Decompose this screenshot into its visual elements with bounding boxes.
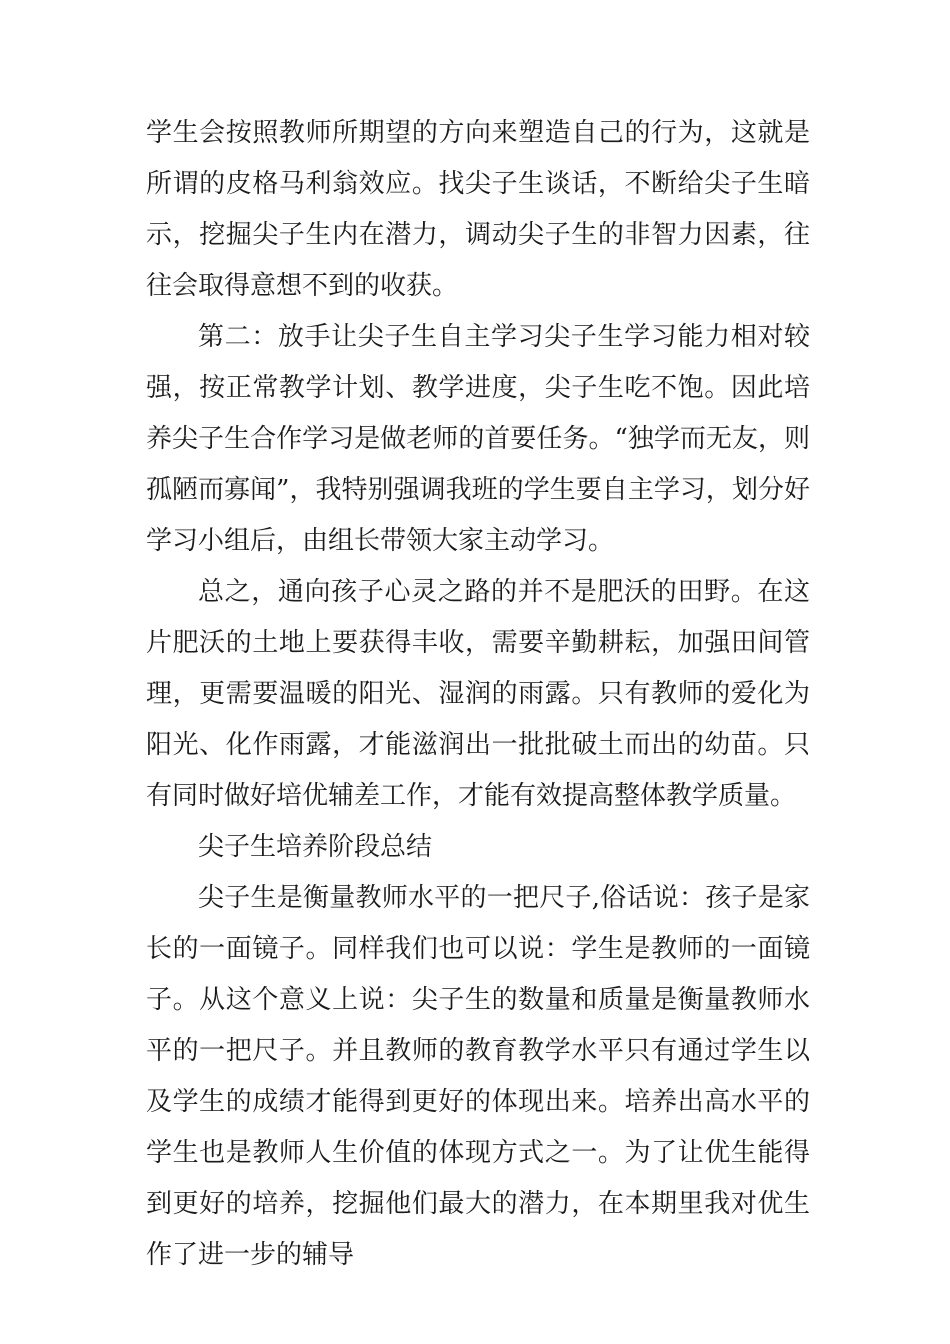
section-heading: 尖子生培养阶段总结 <box>198 832 433 862</box>
paragraph-second-point: 第二：放手让尖子生自主学习尖子生学习能力相对较强，按正常教学计划、教学进度，尖子生吃不饱。因此培养尖子生合作学习是做老师的首要任务。“独学而无友，则孤陋而寡闻”，我特别强调我班的学生要自主学习，划分好学习小组后，由组长带领大家主动学习。 <box>146 322 810 556</box>
paragraph-continuation: 学生会按照教师所期望的方向来塑造自己的行为，这就是所谓的皮格马利翁效应。找尖子生谈话，不断给尖子生暗示，挖掘尖子生内在潜力，调动尖子生的非智力因素，往往会取得意想不到的收获。 <box>146 118 810 301</box>
document-body <box>146 108 810 1281</box>
paragraph-summary-intro: 尖子生是衡量教师水平的一把尺子,俗话说：孩子是家长的一面镜子。同样我们也可以说：学生是教师的一面镜子。从这个意义上说：尖子生的数量和质量是衡量教师水平的一把尺子。并且教师的教育教学水平只有通过学生以及学生的成绩才能得到更好的体现出来。培养出高水平的学生也是教师人生价值的体现方式之一。为了让优生能得到更好的培养，挖掘他们最大的潜力，在本期里我对优生作了进一步的辅导 <box>146 883 810 1270</box>
paragraph-conclusion: 总之，通向孩子心灵之路的并不是肥沃的田野。在这片肥沃的土地上要获得丰收，需要辛勤耕耘，加强田间管理，更需要温暖的阳光、湿润的雨露。只有教师的爱化为阳光、化作雨露，才能滋润出一批批破土而出的幼苗。只有同时做好培优辅差工作，才能有效提高整体教学质量。 <box>146 577 810 811</box>
